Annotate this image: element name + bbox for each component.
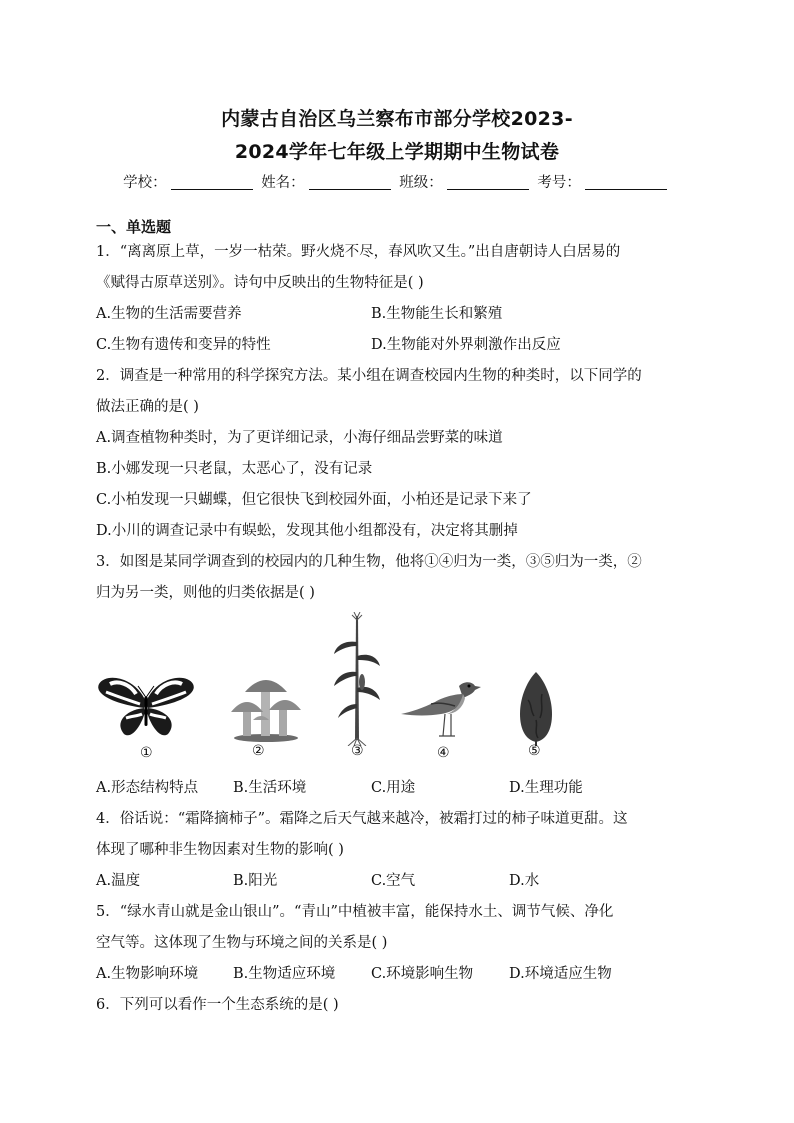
q5-option-b: B.生物适应环境 bbox=[233, 966, 336, 982]
q2-option-a: A.调查植物种类时，为了更详细记录，小海仔细品尝野菜的味道 bbox=[96, 430, 503, 446]
q4-option-a: A.温度 bbox=[96, 873, 141, 889]
q1-stem-line1: 1．“离离原上草，一岁一枯荣。野火烧不尽，春风吹又生。”出自唐朝诗人白居易的 bbox=[96, 244, 621, 260]
shrub-image bbox=[516, 670, 556, 746]
name-label: 姓名： bbox=[261, 175, 305, 191]
q6-stem-line1: 6．下列可以看作一个生态系统的是( ) bbox=[96, 997, 339, 1013]
q3-option-c: C.用途 bbox=[371, 780, 416, 796]
q5-stem-line1: 5．“绿水青山就是金山银山”。“青山”中植被丰富，能保持水土、调节气候、净化 bbox=[96, 904, 614, 920]
caption-5: ⑤ bbox=[528, 743, 541, 759]
number-label: 考号： bbox=[537, 175, 581, 191]
q3-option-a: A.形态结构特点 bbox=[96, 780, 199, 796]
q2-option-b: B.小娜发现一只老鼠，太恶心了，没有记录 bbox=[96, 461, 373, 477]
q3-option-d: D.生理功能 bbox=[509, 780, 583, 796]
q5-option-d: D.环境适应生物 bbox=[509, 966, 612, 982]
q5-stem-line2: 空气等。这体现了生物与环境之间的关系是( ) bbox=[96, 935, 388, 951]
student-info-row bbox=[0, 171, 794, 192]
caption-3: ③ bbox=[351, 743, 364, 759]
q4-stem-line1: 4．俗话说：“霜降摘柿子”。霜降之后天气越来越冷，被霜打过的柿子味道更甜。这 bbox=[96, 811, 628, 827]
q3-stem-line1: 3．如图是某同学调查到的校园内的几种生物，他将①④归为一类，③⑤归为一类，② bbox=[96, 554, 642, 570]
class-blank bbox=[447, 189, 529, 190]
q2-option-c: C.小柏发现一只蝴蝶，但它很快飞到校园外面，小柏还是记录下来了 bbox=[96, 492, 532, 508]
q4-option-d: D.水 bbox=[509, 873, 540, 889]
exam-title-line1: 内蒙古自治区乌兰察布市部分学校2023- bbox=[221, 108, 573, 130]
q5-option-a: A.生物影响环境 bbox=[96, 966, 199, 982]
mushroom-image bbox=[231, 674, 301, 742]
q1-stem-line2: 《赋得古原草送别》。诗句中反映出的生物特征是( ) bbox=[96, 275, 424, 291]
q1-option-d: D.生物能对外界刺激作出反应 bbox=[371, 337, 561, 353]
q4-option-b: B.阳光 bbox=[233, 873, 278, 889]
class-label: 班级： bbox=[399, 175, 443, 191]
organism-figure bbox=[96, 612, 656, 770]
q5-option-c: C.环境影响生物 bbox=[371, 966, 474, 982]
butterfly-image bbox=[96, 672, 196, 742]
q1-option-a: A.生物的生活需要营养 bbox=[96, 306, 242, 322]
caption-2: ② bbox=[252, 743, 265, 759]
name-blank bbox=[309, 189, 391, 190]
number-blank bbox=[585, 189, 667, 190]
q3-stem-line2: 归为另一类，则他的归类依据是( ) bbox=[96, 585, 315, 601]
q4-option-c: C.空气 bbox=[371, 873, 416, 889]
q1-option-b: B.生物能生长和繁殖 bbox=[371, 306, 503, 322]
corn-plant-image bbox=[332, 612, 382, 746]
school-label: 学校： bbox=[123, 175, 167, 191]
q4-stem-line2: 体现了哪种非生物因素对生物的影响( ) bbox=[96, 842, 344, 858]
q2-stem-line2: 做法正确的是( ) bbox=[96, 399, 199, 415]
caption-4: ④ bbox=[437, 745, 450, 761]
section-heading: 一、单选题 bbox=[96, 218, 172, 236]
school-blank bbox=[171, 189, 253, 190]
bird-image bbox=[401, 672, 481, 746]
exam-title-line2: 2024学年七年级上学期期中生物试卷 bbox=[234, 141, 560, 163]
q2-option-d: D.小川的调查记录中有蜈蚣，发现其他小组都没有，决定将其删掉 bbox=[96, 523, 518, 539]
q2-stem-line1: 2．调查是一种常用的科学探究方法。某小组在调查校园内生物的种类时，以下同学的 bbox=[96, 368, 642, 384]
q1-option-c: C.生物有遗传和变异的特性 bbox=[96, 337, 271, 353]
q3-option-b: B.生活环境 bbox=[233, 780, 307, 796]
caption-1: ① bbox=[140, 745, 153, 761]
